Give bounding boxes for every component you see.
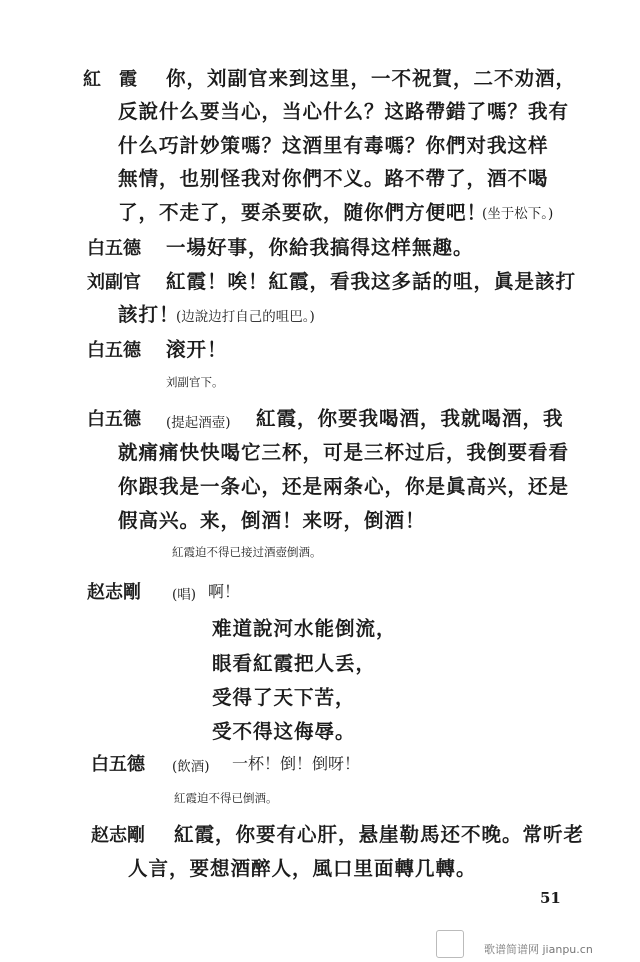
dialogue-line: 就痛痛快快喝它三杯，可是三杯过后，我倒要看看 — [118, 441, 570, 464]
dialogue-line: 人言，要想酒醉人，風口里面轉几轉。 — [128, 857, 477, 880]
stage-direction: (唱) — [172, 587, 197, 603]
dialogue-line: 什么巧計妙策嗎？这酒里有毒嗎？你們对我这样 — [118, 134, 549, 157]
dialogue-line: 你，刘副官来到这里，一不祝賀，二不劝酒， — [166, 67, 577, 90]
watermark-logo-icon — [436, 930, 464, 958]
speaker-label: 白五德 — [87, 340, 141, 361]
speaker-label: 白五德 — [87, 409, 141, 430]
dialogue-line: 假高兴。来，倒酒！来呀，倒酒！ — [118, 509, 426, 532]
stage-direction: (提起酒壺) — [166, 415, 231, 431]
dialogue-line: 你跟我是一条心，还是兩条心，你是眞高兴，还是 — [118, 475, 570, 498]
dialogue-line: 了，不走了，要杀要砍，随你們方便吧！ — [118, 201, 488, 224]
speaker-label: 刘副官 — [87, 272, 141, 293]
stage-direction: 紅霞迫不得已倒酒。 — [174, 791, 278, 805]
dialogue-line: 反說什么要当心，当心什么？这路帶錯了嗎？我有 — [118, 100, 570, 123]
speaker-label: 赵志剛 — [91, 825, 145, 846]
speaker-label: 紅 霞 — [83, 69, 137, 90]
verse-line: 受不得这侮辱。 — [212, 720, 356, 743]
dialogue-line: 紅霞，你要有心肝，悬崖勒馬还不晚。常听老 — [174, 823, 585, 846]
dialogue-line: 紅霞，你要我喝酒，我就喝酒，我 — [256, 407, 564, 430]
dialogue-line: 紅霞！唉！紅霞，看我这多話的咀，眞是該打 — [166, 270, 577, 293]
speaker-label: 白五德 — [87, 238, 141, 259]
dialogue-line: 滚开！ — [166, 338, 228, 361]
stage-direction: (飲酒) — [172, 759, 210, 775]
speaker-label: 白五德 — [91, 754, 145, 775]
page-number: 51 — [540, 889, 561, 907]
stage-direction: 紅霞迫不得已接过酒壺倒酒。 — [172, 545, 322, 559]
dialogue-line: 啊！ — [208, 582, 241, 601]
dialogue-line: 一杯！倒！倒呀！ — [232, 754, 361, 773]
stage-direction: 刘副官下。 — [166, 375, 224, 389]
speaker-label: 赵志剛 — [87, 582, 141, 603]
dialogue-line: 該打！ — [118, 303, 180, 326]
verse-line: 受得了天下苦， — [212, 686, 356, 709]
watermark-text: 歌谱简谱网 jianpu.cn — [484, 943, 593, 956]
stage-direction: (坐于松下。) — [482, 206, 554, 222]
verse-line: 眼看紅霞把人丢， — [212, 652, 377, 675]
dialogue-line: 一場好事，你給我搞得这样無趣。 — [166, 236, 474, 259]
dialogue-line: 無情，也别怪我对你們不义。路不帶了，酒不喝 — [118, 167, 549, 190]
stage-direction: (边說边打自己的咀巴。) — [176, 309, 315, 325]
verse-line: 难道說河水能倒流， — [212, 617, 397, 640]
